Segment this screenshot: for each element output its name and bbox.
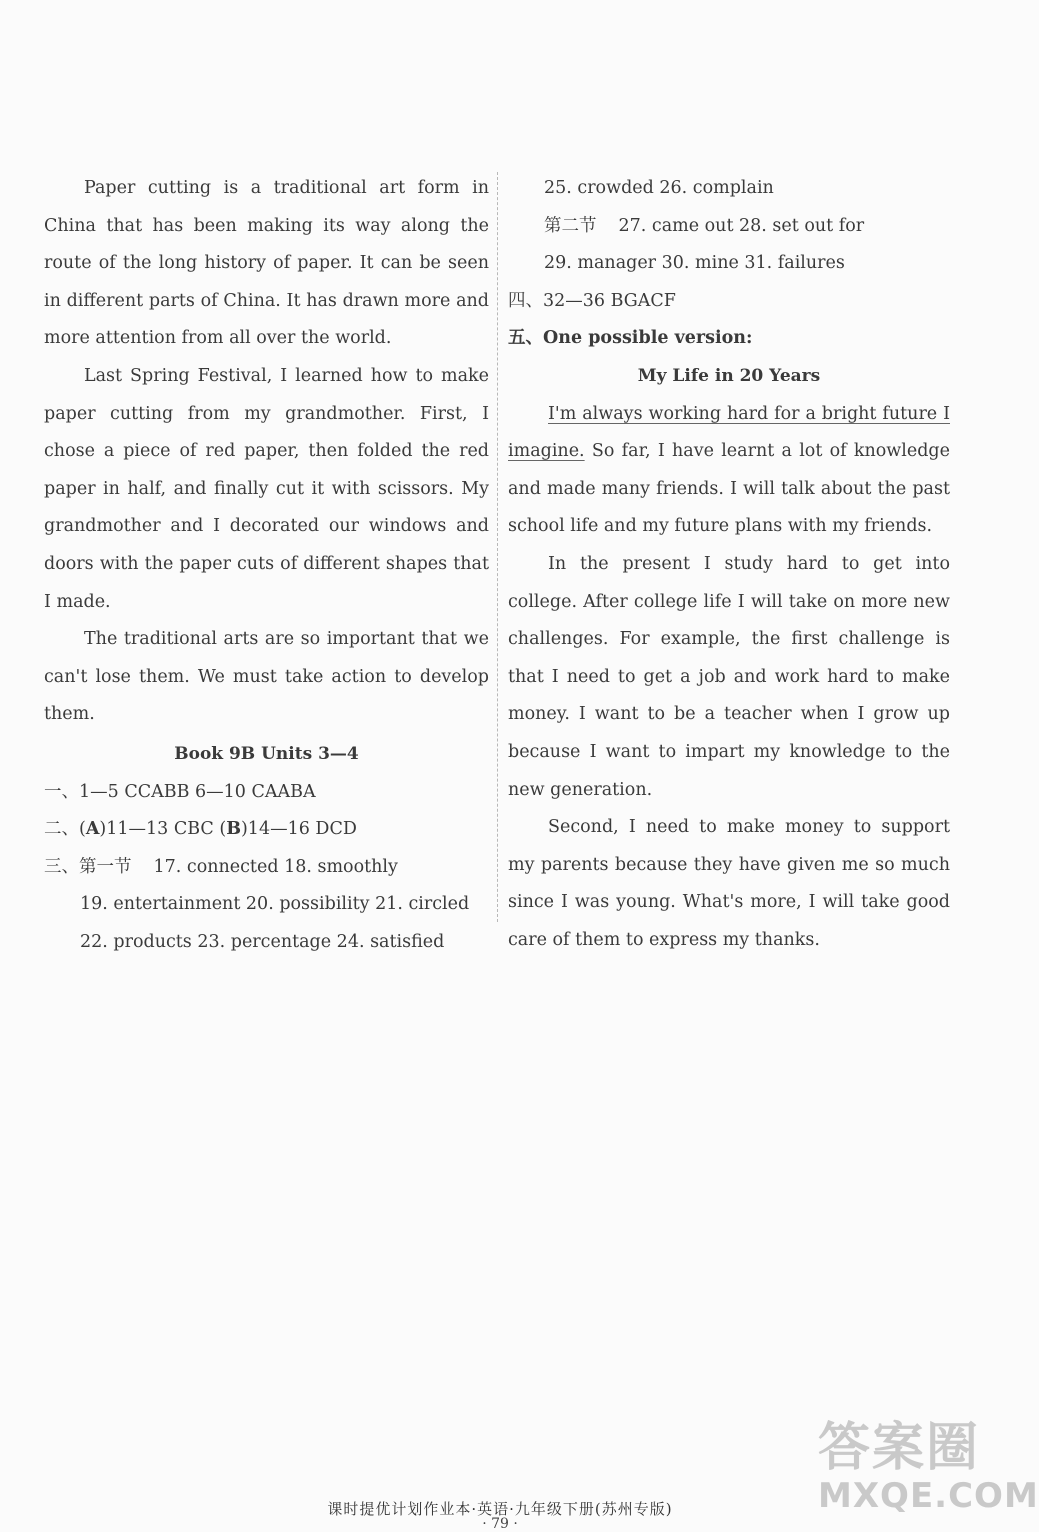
section-2-items: 27. came out 28. set out for [618,215,865,236]
page-number: · 79 · [482,1516,518,1532]
answer-part-3-line-1 [44,849,489,887]
section-title: Book 9B Units 3—4 [174,743,359,764]
section-2-label: 第二节 [544,215,597,236]
answer-part-3-line-3: 22. products 23. percentage 24. satisfied [80,931,445,952]
answer-part-3-items-1: 17. connected 18. smoothly [153,856,398,877]
answer-part-5-label: 五、One possible version: [508,328,753,349]
answer-part-4: 四、32—36 BGACF [508,290,676,311]
essay-paragraph-2: In the present I study hard to get into college. After college life I will take on more new challenges. For example, the first challenge is that I need to get a job and work hard to make money. I want to be a teacher when I grow up because I want to impart my knowledge to the new generation. [508,553,950,800]
answer-part-2-b-label: B [226,819,241,840]
paragraph-spring-festival: Last Spring Festival, I learned how to make paper cutting from my grandmother. First, I chose a piece of red paper, then folded the red paper in half, and finally cut it with scissors. My grandmother and I decorated our windows and doors with the paper cuts of different shapes that I made. [44,365,489,612]
answer-part-2-a-label: A [85,819,100,840]
answer-part-2 [44,811,489,849]
page-footer: 课时提优计划作业本·英语·九年级下册(苏州专版) [327,1500,673,1518]
answer-part-3-section-2-line-2: 29. manager 30. mine 31. failures [544,253,845,274]
answer-part-2-rest: )14—16 DCD [240,819,357,840]
answer-part-3-line-4: 25. crowded 26. complain [544,178,774,198]
essay-paragraph-1 [508,396,950,546]
essay-underlined-sentence: I'm always working hard for a bright future I imagine. [508,403,950,462]
essay-paragraph-3: Second, I need to make money to support my parents because they have given me so much since I was young. What's more, I will take good care of them to express my thanks. [508,817,950,950]
essay-paragraph-1-rest: So far, I have learnt a lot of knowledge and made many friends. I will talk about the past school life and my future plans with my friends. [508,441,950,537]
answer-part-2-mid: )11—13 CBC ( [99,819,227,840]
paragraph-traditional-arts: The traditional arts are so important that we can't lose them. We must take action to develop them. [44,629,489,725]
paragraph-paper-cutting: Paper cutting is a traditional art form in China that has been making its way along the route of the long history of paper. It can be seen in different parts of China. It has drawn more and more attention from all over the world. [44,178,489,349]
answer-part-1: 一、1—5 CCABB 6—10 CAABA [44,781,316,802]
essay-title: My Life in 20 Years [637,365,821,386]
answer-part-3-label: 三、第一节 [44,856,132,877]
right-column [508,170,950,959]
answer-part-3-section-2-line-1 [508,208,950,246]
left-column [44,170,489,961]
watermark-bottom-text: MXQE.COM [818,1476,1039,1516]
column-divider [497,172,498,922]
answer-part-2-prefix: 二、( [44,819,86,840]
watermark-top-text: 答案圈 [818,1418,981,1478]
answer-part-3-line-2: 19. entertainment 20. possibility 21. circled [80,894,470,915]
